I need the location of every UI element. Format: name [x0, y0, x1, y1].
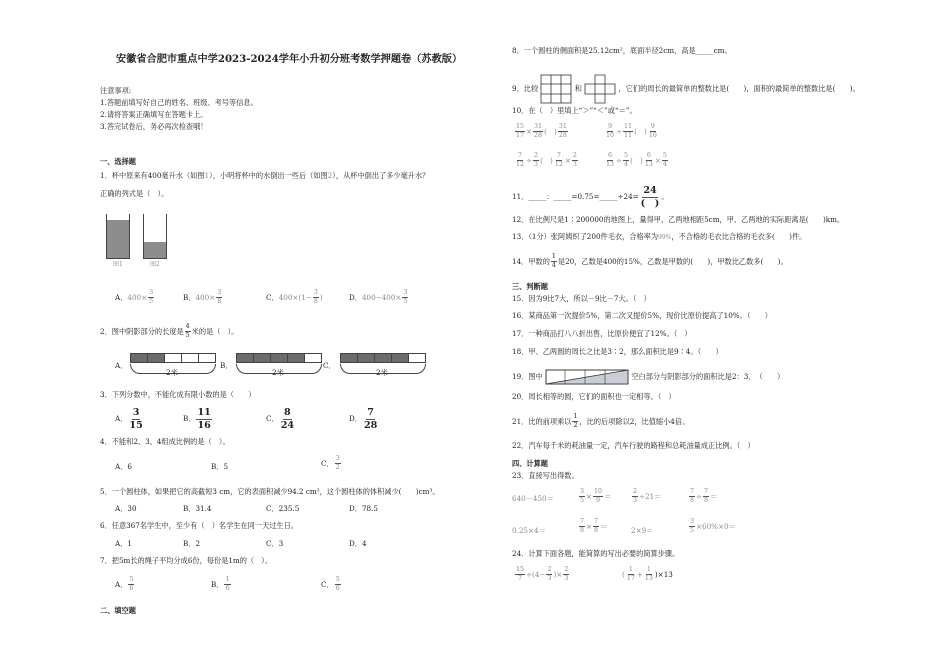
q7-option-c[interactable]: C． $\frac{5}{6}$ [321, 576, 340, 593]
q22-text: 22．汽车每千米的耗油量一定，汽车行驶的路程和总耗油量成正比例。（ ） [512, 441, 755, 450]
q14-text: 14．甲数的 $\frac{1}{4}$ 是20，乙数是400的15%，乙数是甲数的( )，甲数比乙数多( )。 [512, 253, 788, 270]
q6-stem: 6．任意367名学生中，至少有（ ）名学生在同一天过生日。 [100, 521, 298, 530]
q6-option-c[interactable]: C．3 [266, 539, 284, 548]
q2-bar-a [130, 353, 216, 363]
q3-stem: 3．下列分数中，不能化成有限小数的是（ ） [100, 390, 256, 399]
q23-item-7: 2×9＝ [631, 526, 654, 535]
q8-text: 8．一个圆柱的侧面积是25.12cm²，底面半径2cm，高是_____cm。 [512, 46, 732, 55]
q11-text: 11．_____：_____=0.75=_____÷24= $\frac{24}{( )}$ 。 [512, 185, 669, 209]
fig1-caption: 图1 [113, 261, 123, 268]
q21-text: 21．比的前项乘以 $\frac{1}{2}$ ，比的后项除以2，比值缩小4倍。 [512, 413, 690, 430]
q2-bar-b [236, 353, 322, 363]
q2-bar-c [340, 353, 426, 363]
q2-length-a: 2米 [166, 368, 178, 377]
q24-expr-1: $\frac{15}{7}$ ÷(4− $\frac{2}{3}$ )× $\frac{2}{3}$ [516, 566, 569, 583]
q3-option-c[interactable]: C． $\frac{8}{24}$ [266, 407, 295, 431]
q5-option-a[interactable]: A．30 [115, 504, 137, 513]
q16-text: 16．某商品第一次提价5%，第二次又提价5%，现价比原价提高了10%。（ ） [512, 311, 772, 320]
q10-item-3: $\frac{7}{12}$ ÷ $\frac{2}{3}$ ( ) $\frac{7}{12}$ × $\frac{2}{3}$ [516, 152, 577, 169]
q4-option-c[interactable]: C． $\frac{3}{2}$ [321, 455, 340, 472]
q3-option-d[interactable]: D． $\frac{7}{28}$ [349, 407, 378, 431]
section-judgement: 三、判断题 [512, 282, 548, 291]
q23-item-2: $\frac{3}{5}$ × $\frac{10}{9}$ ＝ [580, 488, 612, 505]
q1-option-d[interactable]: D．400−400× $\frac{3}{5}$ [349, 289, 408, 306]
q10-stem: 10．在（ ）里填上“＞”“＜”或“＝”。 [512, 106, 637, 115]
q7-option-a[interactable]: A． $\frac{5}{6}$ [115, 576, 134, 593]
q10-item-2: $\frac{9}{10}$ ÷ $\frac{11}{11}$ ( ) $\frac{9}{10}$ [606, 123, 657, 140]
fig2-caption: 图2 [150, 261, 160, 268]
q2-length-c: 2米 [376, 368, 388, 377]
section-calculation: 四、计算题 [512, 459, 548, 468]
q5-stem: 5．一个圆柱体，如果把它的高截短3 cm，它的表面积减少94.2 cm²，这个圆柱体的体积减少( )cm³。 [100, 487, 440, 496]
q23-item-5: 0.25×4＝ [512, 526, 546, 535]
q9-text: 9．比较 和 ，它们的周长的最简单的整数比是( )，面积的最简单的整数比是( )。 [512, 74, 860, 104]
q2-option-b-label[interactable]: B． [220, 361, 233, 370]
q23-item-8: $\frac{3}{5}$ ×60%×0＝ [690, 518, 736, 535]
q3-option-a[interactable]: A． $\frac{3}{15}$ [115, 407, 143, 431]
note-item: 3.答完试卷后，务必再次检查哦！ [100, 122, 208, 131]
note-item: 1.答题前填写好自己的姓名、班级、考号等信息。 [100, 98, 258, 107]
q19-text: 19．图中 空白部分与阴影部分的面积比是2：3． （ ） [512, 369, 784, 385]
q7-option-b[interactable]: B． $\frac{1}{6}$ [211, 576, 230, 593]
q12-text: 12．在比例尺是1∶200000的地图上，量得甲、乙两地相距5cm，甲、乙两地的实际距离是( )km。 [512, 215, 845, 224]
cross-shape-2 [584, 74, 616, 104]
notes-heading: 注意事项: [100, 86, 132, 95]
q6-option-a[interactable]: A．1 [115, 539, 132, 548]
q6-option-d[interactable]: D．4 [349, 539, 367, 548]
q4-option-a[interactable]: A．6 [115, 462, 132, 471]
q1-stem: 1．杯中原来有400毫升水（如图1），小明将杯中的水倒出一些后（如图2），从杯中倒出了多少毫升水？ [100, 171, 430, 180]
q1-option-b[interactable]: B．400× $\frac{3}{8}$ [183, 289, 222, 306]
q5-option-b[interactable]: B．31.4 [183, 504, 212, 513]
q5-option-c[interactable]: C．235.5 [266, 504, 300, 513]
section-choice: 一、选择题 [100, 157, 136, 166]
q4-stem: 4．不能和2、3、4组成比例的是（ ）。 [100, 437, 230, 446]
q23-item-4: $\frac{7}{8}$ ÷ $\frac{7}{8}$ ＝ [690, 488, 718, 505]
q6-option-b[interactable]: B．2 [183, 539, 201, 548]
q3-option-b[interactable]: B． $\frac{11}{16}$ [183, 407, 211, 431]
q2-option-a-label[interactable]: A． [115, 361, 128, 370]
grid-shape-1 [540, 74, 572, 104]
q23-item-1: 640－450＝ [512, 494, 554, 503]
q13-text: 13．（1分）张阿姨织了200件毛衣，合格率为99%，不合格的毛衣比合格的毛衣多( )件。 [512, 232, 807, 241]
q23-stem: 23．直接写出得数。 [512, 471, 579, 480]
q5-option-d[interactable]: D．78.5 [349, 504, 378, 513]
q18-text: 18．甲、乙两圆的周长之比是3∶2，那么面积比是9∶4。（ ） [512, 347, 723, 356]
q24-expr-2: ( $\frac{1}{17}$ + $\frac{1}{13}$ )×13 [622, 566, 673, 583]
q10-item-4: $\frac{6}{13}$ ÷ $\frac{5}{4}$ ( ) $\frac{6}{13}$ × $\frac{5}{4}$ [606, 152, 667, 169]
q17-text: 17．一种商品打八八折出售，比原价便宜了12%。（ ） [512, 329, 692, 338]
q4-option-b[interactable]: B．5 [211, 462, 229, 471]
section-fill-blank: 二、填空题 [100, 606, 136, 615]
q23-item-6: $\frac{7}{8}$ × $\frac{7}{8}$ ＝ [580, 518, 608, 535]
note-item: 2.请将答案正确填写在答题卡上。 [100, 110, 208, 119]
q2-length-b: 2米 [272, 368, 284, 377]
q7-stem: 7．把5m长的绳子平均分成6份，每份是1m的（ ）。 [100, 556, 273, 565]
q1-option-c[interactable]: C．400×(1− $\frac{3}{8}$ ) [266, 289, 323, 306]
q24-stem: 24．计算下面各题，能简算的写出必要的简算步骤。 [512, 549, 680, 558]
q1-stem-line2: 正确的列式是（ ）。 [100, 189, 169, 198]
q2-stem: 2．图中阴影部分的长度是 $\frac{4}{5}$ 米的是（ ）。 [100, 323, 239, 340]
q15-text: 15．因为9比7大，所以－9比－7大。（ ） [512, 294, 651, 303]
page-title: 安徽省合肥市重点中学2023-2024学年小升初分班考数学押题卷（苏教版） [116, 53, 463, 65]
q2-option-c-label[interactable]: C． [323, 361, 336, 370]
q1-option-a[interactable]: A．400× $\frac{3}{5}$ [115, 289, 154, 306]
q10-item-1: $\frac{15}{17}$ × $\frac{31}{28}$ ( ) $\frac{31}{28}$ [516, 123, 567, 140]
q23-item-3: $\frac{2}{3}$ ÷21＝ [633, 488, 662, 505]
q20-text: 20．周长相等的圆，它们的面积也一定相等。（ ） [512, 392, 676, 401]
shaded-rectangle-figure [545, 369, 629, 385]
